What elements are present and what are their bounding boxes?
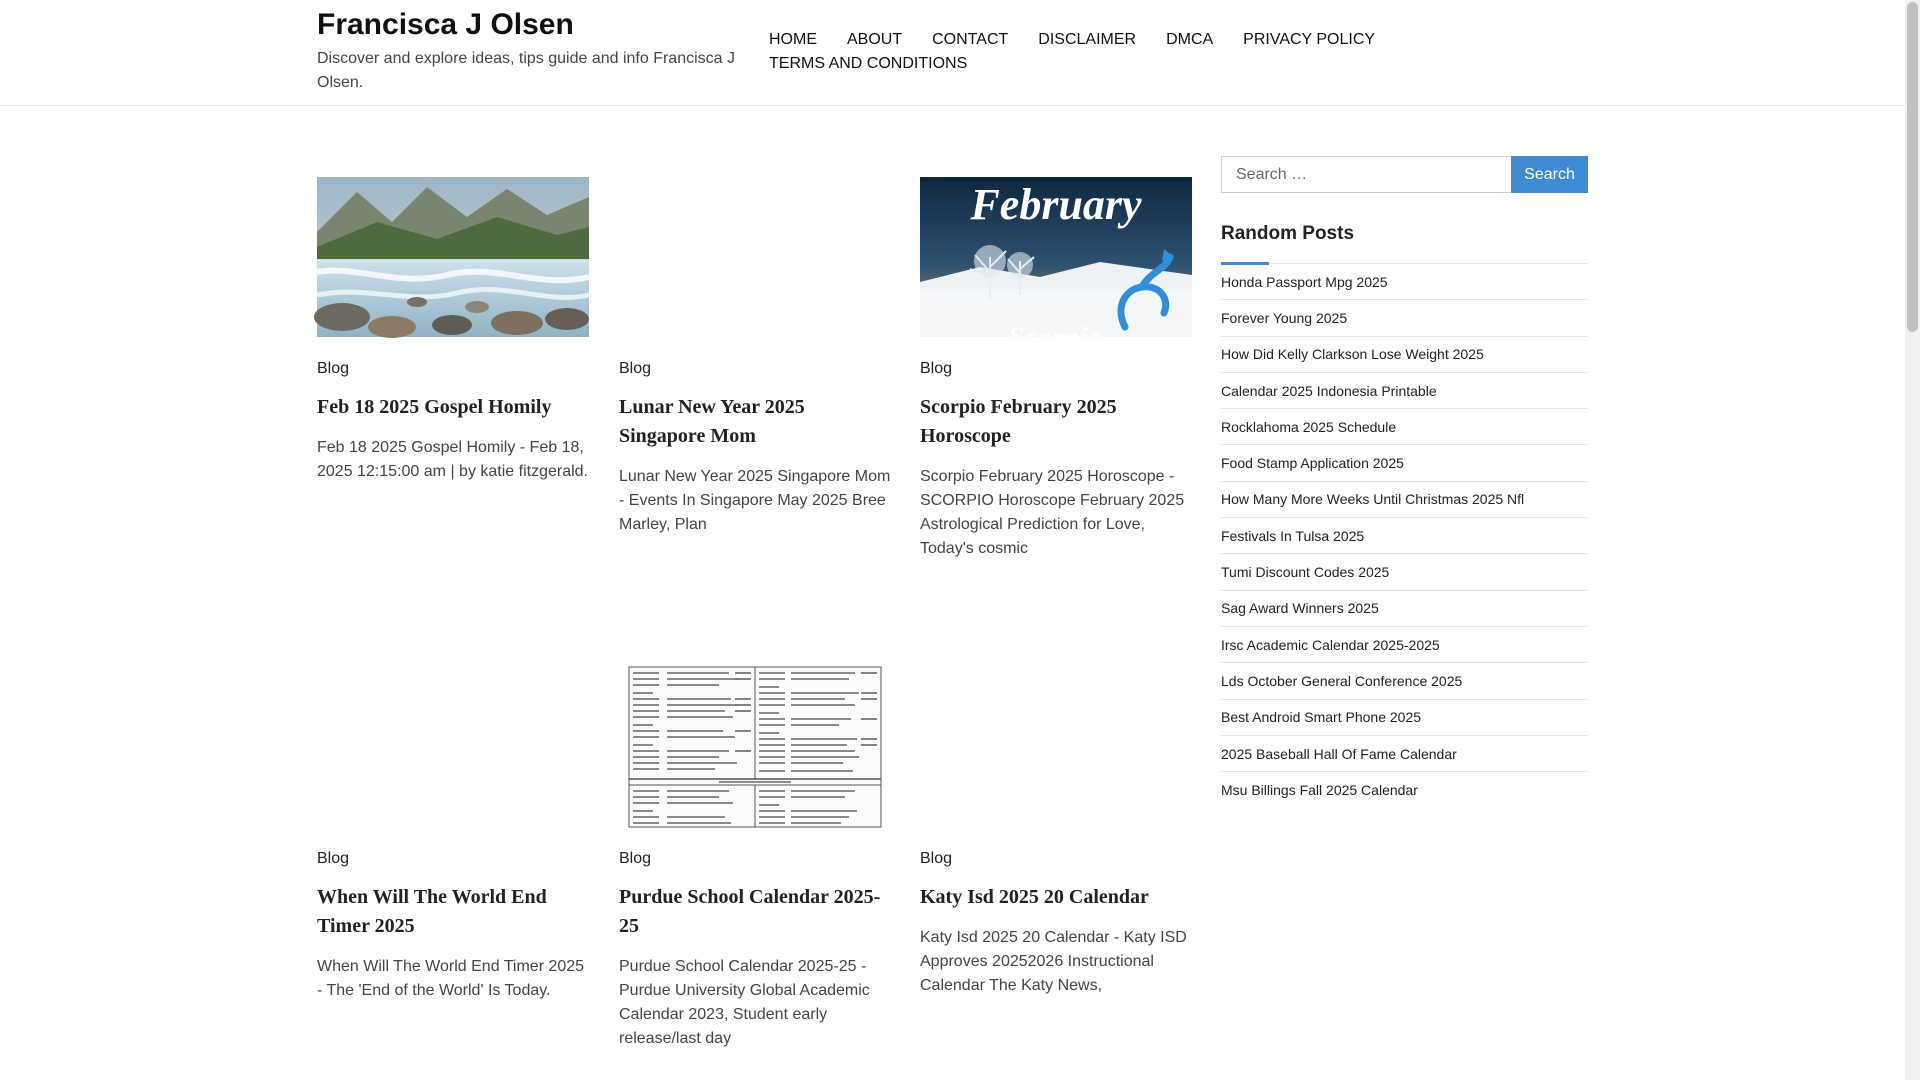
- post-card: [920, 177, 1192, 561]
- list-item: [1221, 373, 1588, 409]
- scorpio-february-image: [920, 177, 1192, 354]
- post-category[interactable]: Blog: [619, 850, 652, 867]
- post-excerpt: Katy Isd 2025 20 Calendar - Katy ISD Approves 20252026 Instructional Calendar The Katy News,: [920, 929, 1187, 994]
- post-title[interactable]: Scorpio February 2025 Horoscope: [920, 396, 1117, 447]
- list-item: [1221, 663, 1588, 699]
- search-input[interactable]: [1221, 156, 1511, 193]
- post-category[interactable]: Blog: [317, 850, 350, 867]
- site-description: Discover and explore ideas, tips guide and info Francisca J Olsen.: [317, 50, 735, 91]
- nav-terms-and-conditions[interactable]: TERMS AND CONDITIONS: [769, 55, 968, 72]
- post-category[interactable]: Blog: [920, 360, 953, 377]
- post-excerpt: Purdue School Calendar 2025-25 - Purdue University Global Academic Calendar 2023, Student early release/last day: [619, 958, 870, 1047]
- post-thumbnail-empty: [317, 667, 589, 827]
- nav-disclaimer[interactable]: DISCLAIMER: [1038, 31, 1137, 48]
- random-post-link[interactable]: Forever Young 2025: [1221, 309, 1348, 326]
- post-excerpt: Lunar New Year 2025 Singapore Mom - Events In Singapore May 2025 Bree Marley, Plan: [619, 468, 891, 533]
- random-post-link[interactable]: 2025 Baseball Hall Of Fame Calendar: [1221, 745, 1457, 762]
- post-thumbnail-scorpio[interactable]: [920, 177, 1192, 354]
- random-post-link[interactable]: Msu Billings Fall 2025 Calendar: [1221, 782, 1418, 799]
- list-item: [1221, 772, 1588, 808]
- post-excerpt: When Will The World End Timer 2025 - The 'End of the World' Is Today.: [317, 958, 585, 999]
- mountain-river-image: [317, 177, 589, 337]
- post-excerpt: Scorpio February 2025 Horoscope - SCORPIO Horoscope February 2025 Astrological Prediction for Love, Today's cosmic: [920, 468, 1185, 557]
- post-card: [619, 667, 891, 1051]
- list-item: [1221, 554, 1588, 590]
- academic-calendar-image: [619, 667, 891, 827]
- post-category[interactable]: Blog: [317, 360, 350, 377]
- site-header: [0, 0, 1905, 106]
- list-item: [1221, 337, 1588, 373]
- random-post-link[interactable]: Lds October General Conference 2025: [1221, 672, 1463, 689]
- list-item: [1221, 518, 1588, 554]
- list-item: [1221, 591, 1588, 627]
- thumbnail-february-text: February: [970, 180, 1142, 229]
- list-item: [1221, 736, 1588, 772]
- scrollbar-thumb[interactable]: [1907, 2, 1918, 332]
- post-excerpt: Feb 18 2025 Gospel Homily - Feb 18, 2025 12:15:00 am | by katie fitzgerald.: [317, 439, 588, 480]
- random-post-link[interactable]: Rocklahoma 2025 Schedule: [1221, 418, 1397, 435]
- post-title[interactable]: When Will The World End Timer 2025: [317, 886, 547, 937]
- post-card: [920, 667, 1192, 998]
- widget-title-divider: [1221, 263, 1588, 264]
- post-card: [317, 177, 589, 484]
- random-post-link[interactable]: Honda Passport Mpg 2025: [1221, 273, 1388, 290]
- list-item: [1221, 700, 1588, 736]
- random-post-link[interactable]: Sag Award Winners 2025: [1221, 600, 1379, 617]
- nav-privacy-policy[interactable]: PRIVACY POLICY: [1243, 31, 1376, 48]
- list-item: [1221, 264, 1588, 300]
- list-item: [1221, 482, 1588, 518]
- nav-home[interactable]: HOME: [769, 31, 817, 48]
- nav-dmca[interactable]: DMCA: [1166, 31, 1214, 48]
- list-item: [1221, 627, 1588, 663]
- random-post-link[interactable]: Irsc Academic Calendar 2025-2025: [1221, 636, 1440, 653]
- search-button[interactable]: Search: [1511, 156, 1588, 193]
- post-category[interactable]: Blog: [920, 850, 953, 867]
- post-thumbnail-mountain-river[interactable]: [317, 177, 589, 337]
- post-title[interactable]: Lunar New Year 2025 Singapore Mom: [619, 396, 805, 447]
- list-item: [1221, 409, 1588, 445]
- random-post-link[interactable]: Calendar 2025 Indonesia Printable: [1221, 382, 1437, 399]
- site-title[interactable]: Francisca J Olsen: [317, 8, 574, 41]
- thumbnail-scorpio-text: Scorpio: [1008, 321, 1104, 354]
- post-title[interactable]: Katy Isd 2025 20 Calendar: [920, 886, 1149, 908]
- sidebar: [1221, 156, 1588, 808]
- post-card: [317, 667, 589, 1003]
- main-nav: [769, 28, 1389, 76]
- random-posts-list: [1221, 264, 1588, 808]
- random-post-link[interactable]: Tumi Discount Codes 2025: [1221, 564, 1390, 581]
- post-title[interactable]: Feb 18 2025 Gospel Homily: [317, 396, 552, 418]
- post-thumbnail-empty: [920, 667, 1192, 827]
- page-scrollbar[interactable]: [1905, 0, 1920, 1080]
- post-card: [619, 177, 891, 537]
- list-item: [1221, 300, 1588, 336]
- search-form: [1221, 156, 1588, 193]
- random-post-link[interactable]: How Did Kelly Clarkson Lose Weight 2025: [1221, 346, 1484, 363]
- post-thumbnail-calendar[interactable]: [619, 667, 891, 827]
- post-title[interactable]: Purdue School Calendar 2025-25: [619, 886, 881, 937]
- random-post-link[interactable]: How Many More Weeks Until Christmas 2025 Nfl: [1221, 491, 1525, 508]
- random-post-link[interactable]: Best Android Smart Phone 2025: [1221, 709, 1422, 726]
- random-post-link[interactable]: Festivals In Tulsa 2025: [1221, 527, 1365, 544]
- nav-contact[interactable]: CONTACT: [932, 31, 1009, 48]
- post-category[interactable]: Blog: [619, 360, 652, 377]
- post-thumbnail-empty: [619, 177, 891, 337]
- nav-about[interactable]: ABOUT: [847, 31, 903, 48]
- random-post-link[interactable]: Food Stamp Application 2025: [1221, 455, 1404, 472]
- random-posts-title: Random Posts: [1221, 223, 1355, 244]
- list-item: [1221, 445, 1588, 481]
